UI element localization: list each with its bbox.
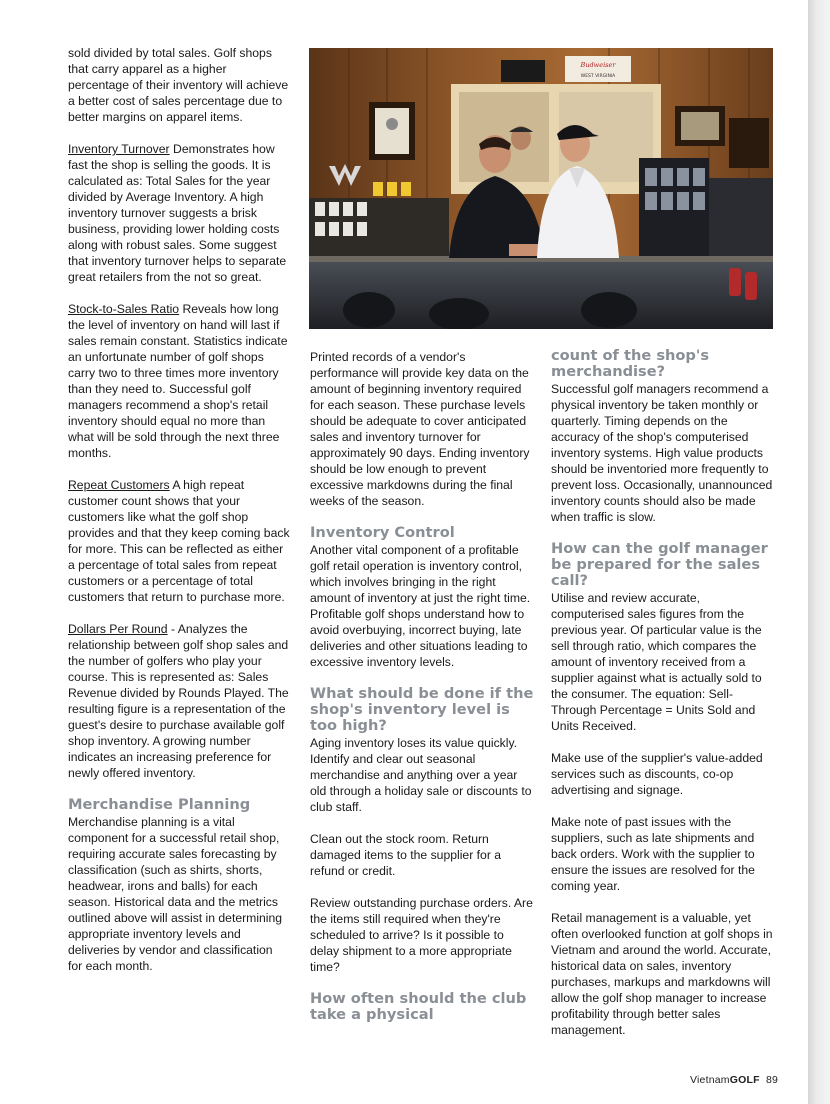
paragraph-inventory-turnover — [68, 141, 290, 285]
definition-text: A high repeat customer count shows that your customers like what the golf shop provides and that they keep coming back for more. This can be reflected as either a percentage of total sales from repeat customers or a percentage of total customers that return to purchase more. — [68, 478, 290, 604]
paragraph: Merchandise planning is a vital component for a successful retail shop, requiring accurate sales forecasting by classification (such as shirts, shorts, headwear, irons and balls) for each season. Historical data and the metrics outlined above will assist in determining appropriate inventory levels and deliveries by vendor and classification for each month. — [68, 815, 283, 973]
paragraph: Printed records of a vendor's performance will provide key data on the amount of beginning inventory required for each season. These purchase levels should be adequate to cover anticipated sales and inventory turnover for approximately 90 days. Ending inventory should be low enough to prevent excessive markdowns during the final weeks of the season. — [310, 350, 530, 508]
column-1 — [68, 45, 290, 974]
heading-merchandise-planning: Merchandise Planning — [68, 796, 251, 813]
paragraph: Clean out the stock room. Return damaged items to the supplier for a refund or credit. — [310, 832, 502, 878]
paragraph: Make note of past issues with the suppliers, such as late shipments and back orders. Work with the supplier to ensure the issues are resolved for the coming year. — [551, 815, 755, 893]
page-number: 89 — [765, 1074, 779, 1086]
golf-shop-photo — [309, 48, 773, 329]
heading-physical-count-continued: count of the shop's merchandise? — [551, 347, 710, 380]
heading-physical-count: How often should the club take a physical — [310, 990, 527, 1023]
footer-brand-bold: GOLF — [729, 1074, 760, 1086]
page-gutter-shadow — [808, 0, 830, 1104]
paragraph-stock-to-sales — [68, 301, 290, 461]
definition-text: - Analyzes the relationship between golf shop sales and the number of golfers who play your course. This is represented as: Sales Revenue divided by Rounds Played. The resulting figure is a representation of the guest's desire to purchase available golf shop inventory. A growing number indicates an increasing preference for newly offered inventory. — [68, 622, 289, 780]
paragraph: Utilise and review accurate, computerised sales figures from the previous year. Of particular value is the sell through ratio, which compares the amount of inventory received from a supplier against what is actually sold to the consumer. The equation: Sell-Through Percentage = Units Sold and Units Received. — [551, 591, 762, 733]
term-inventory-turnover: Inventory Turnover — [68, 142, 170, 156]
sign-top-text: Budweiser — [580, 61, 616, 69]
column-2 — [310, 349, 534, 1024]
paragraph-repeat-customers — [68, 477, 290, 605]
term-dollars-per-round: Dollars Per Round — [68, 622, 168, 636]
definition-text: Reveals how long the level of inventory on hand will last if sales remain constant. Statistics indicate an unfortunate number of golf shops carry two to three times more inventory than they need to. Successful golf managers recommend a shop's retail inventory should equal no more than what will be sold through the next three months. — [68, 302, 288, 460]
page-footer — [690, 1074, 778, 1086]
column-3 — [551, 347, 775, 1038]
paragraph: Aging inventory loses its value quickly. Identify and clear out seasonal merchandise and anything over a year old through a holiday sale or discounts to club staff. — [310, 736, 532, 814]
heading-sales-call: How can the golf manager be prepared for the sales call? — [551, 540, 768, 589]
paragraph: Make use of the supplier's value-added services such as discounts, co-op advertising and signage. — [551, 751, 763, 797]
paragraph-dollars-per-round — [68, 621, 290, 781]
paragraph: Another vital component of a profitable golf retail operation is inventory control, which involves bringing in the right amount of inventory at just the right time. Profitable golf shops understand how to avoid overbuying, incorrect buying, late deliveries and other situations leading to excessive inventory levels. — [310, 543, 531, 669]
sign-bottom-text: WEST VIRGINIA — [580, 74, 616, 79]
paragraph: Successful golf managers recommend a physical inventory be taken monthly or quarterly. Timing depends on the accuracy of the shop's computerised inventory systems. High value products should be inventoried more frequently to prevent loss. Occasionally, unannounced inventory counts should also be made when traffic is slow. — [551, 382, 773, 524]
definition-text: Demonstrates how fast the shop is selling the goods. It is calculated as: Total Sales for the year divided by Average Inventory. A high inventory turnover suggests a brisk business, providing lower holding costs along with robust sales. Some suggest that inventory turnover helps to separate great retailers from the not so great. — [68, 142, 287, 284]
paragraph: Retail management is a valuable, yet often overlooked function at golf shops in Vietnam and around the world. Accurate, historical data on sales, inventory purchases, markups and markdowns will allow the golf shop manager to increase profitability through better sales management. — [551, 911, 773, 1037]
heading-inventory-too-high: What should be done if the shop's inventory level is too high? — [310, 685, 534, 734]
paragraph: Review outstanding purchase orders. Are the items still required when they're scheduled to arrive? Is it possible to delay shipment to a more appropriate time? — [310, 896, 533, 974]
footer-brand-light: Vietnam — [690, 1074, 730, 1086]
paragraph: sold divided by total sales. Golf shops that carry apparel as a higher percentage of their inventory will achieve a better cost of sales percentage due to better margins on apparel items. — [68, 46, 289, 124]
term-stock-to-sales-ratio: Stock-to-Sales Ratio — [68, 302, 180, 316]
term-repeat-customers: Repeat Customers — [68, 478, 170, 492]
heading-inventory-control: Inventory Control — [310, 524, 455, 541]
